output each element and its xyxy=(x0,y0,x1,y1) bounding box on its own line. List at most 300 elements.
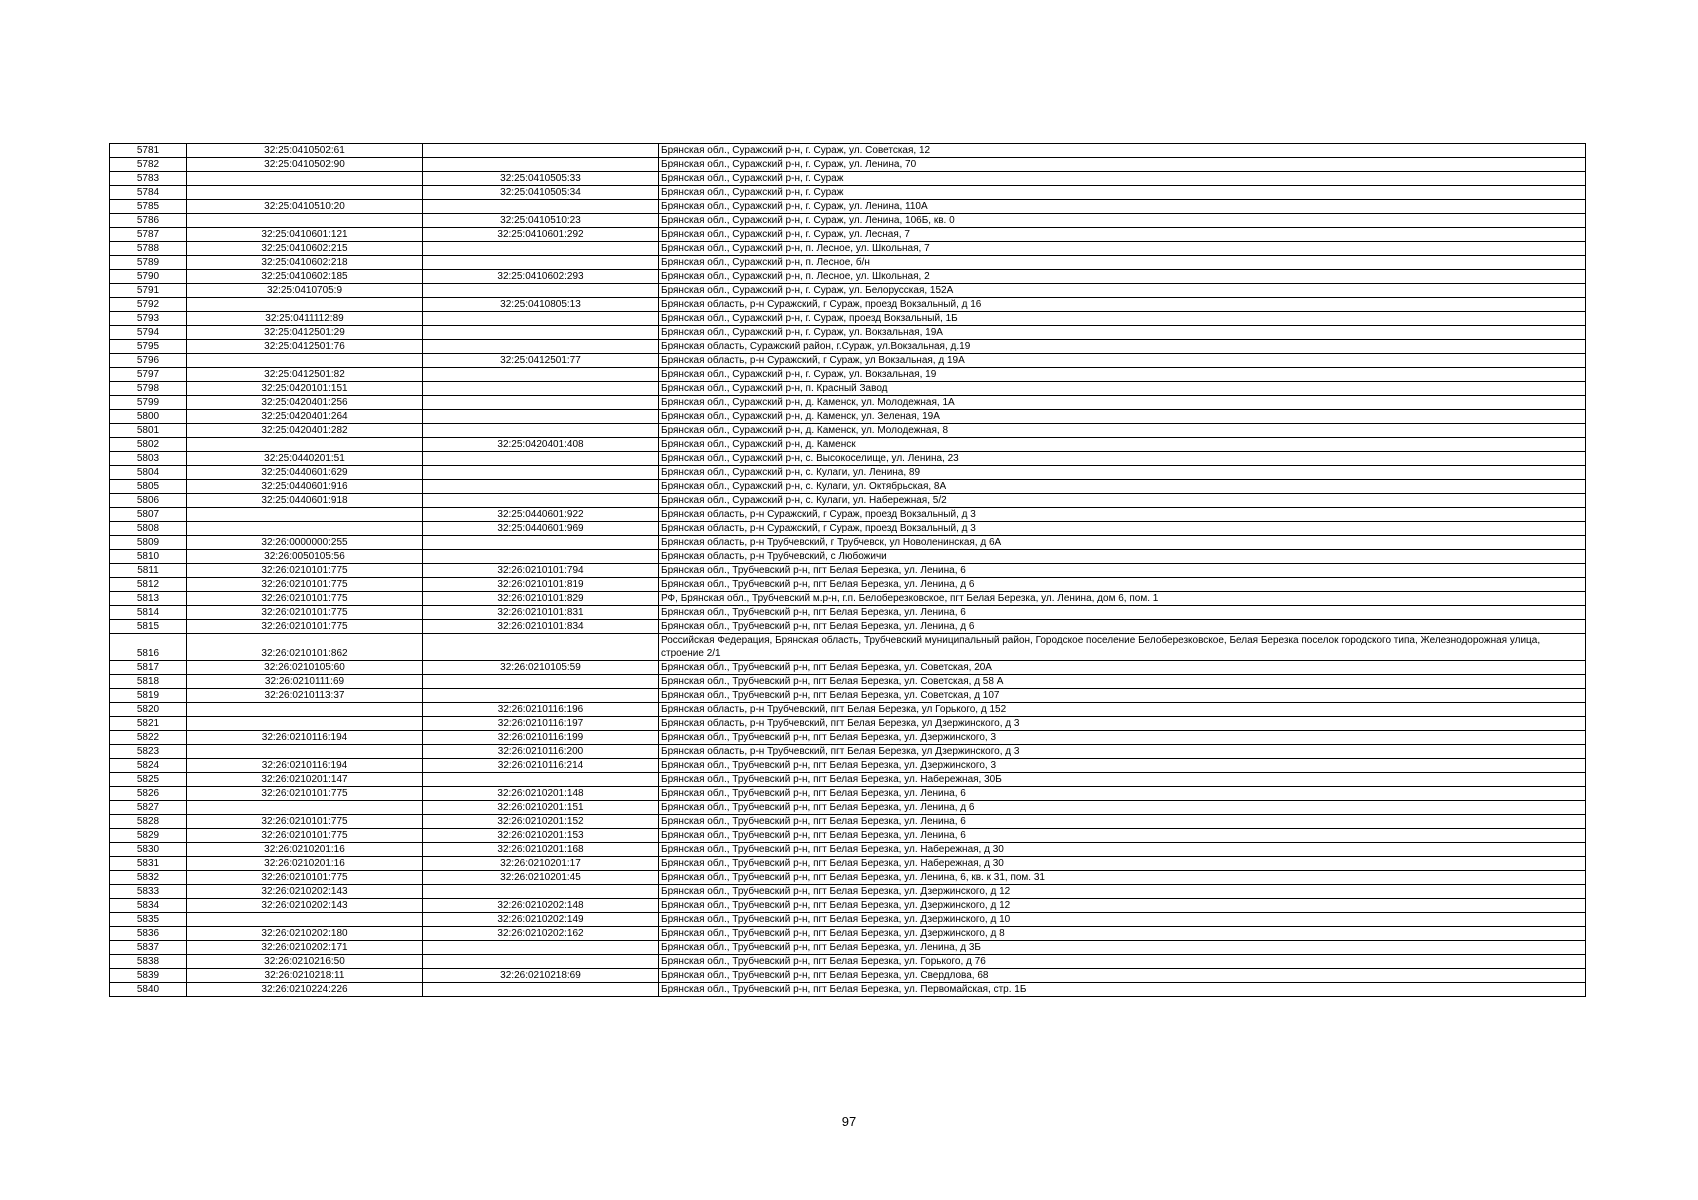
cadastral-number-2-cell: 32:25:0440601:922 xyxy=(423,508,659,522)
row-number-cell: 5786 xyxy=(110,214,187,228)
table-row xyxy=(110,354,1586,368)
address-cell: Брянская область, р-н Трубчевский, пгт Белая Березка, ул Горького, д 152 xyxy=(659,703,1586,717)
registry-table xyxy=(109,143,1586,997)
table-row xyxy=(110,270,1586,284)
address-cell: Брянская обл., Суражский р-н, г. Сураж, проезд Вокзальный, 1Б xyxy=(659,312,1586,326)
row-number-cell: 5827 xyxy=(110,801,187,815)
cadastral-number-1-cell: 32:26:0210105:60 xyxy=(187,661,423,675)
cadastral-number-1-cell: 32:26:0210101:775 xyxy=(187,606,423,620)
row-number-cell: 5788 xyxy=(110,242,187,256)
row-number-cell: 5837 xyxy=(110,941,187,955)
cadastral-number-1-cell: 32:26:0210216:50 xyxy=(187,955,423,969)
cadastral-number-2-cell xyxy=(423,494,659,508)
cadastral-number-1-cell: 32:26:0210101:775 xyxy=(187,564,423,578)
address-cell: Брянская обл., Суражский р-н, д. Каменск, ул. Молодежная, 8 xyxy=(659,424,1586,438)
table-row xyxy=(110,885,1586,899)
cadastral-number-1-cell xyxy=(187,913,423,927)
address-cell: Брянская обл., Трубчевский р-н, пгт Белая Березка, ул. Набережная, д 30 xyxy=(659,857,1586,871)
cadastral-number-1-cell: 32:25:0410601:121 xyxy=(187,228,423,242)
address-cell: Брянская обл., Трубчевский р-н, пгт Белая Березка, ул. Советская, д 107 xyxy=(659,689,1586,703)
cadastral-number-1-cell: 32:25:0440601:916 xyxy=(187,480,423,494)
cadastral-number-1-cell: 32:26:0210224:226 xyxy=(187,983,423,997)
table-row xyxy=(110,759,1586,773)
row-number-cell: 5829 xyxy=(110,829,187,843)
address-cell: Брянская область, р-н Трубчевский, г Трубчевск, ул Новоленинская, д 6А xyxy=(659,536,1586,550)
table-row xyxy=(110,857,1586,871)
row-number-cell: 5799 xyxy=(110,396,187,410)
table-row xyxy=(110,508,1586,522)
table-row xyxy=(110,424,1586,438)
cadastral-number-1-cell: 32:26:0210113:37 xyxy=(187,689,423,703)
row-number-cell: 5833 xyxy=(110,885,187,899)
address-cell: Брянская обл., Суражский р-н, г. Сураж xyxy=(659,172,1586,186)
cadastral-number-1-cell xyxy=(187,703,423,717)
cadastral-number-2-cell: 32:25:0410505:34 xyxy=(423,186,659,200)
row-number-cell: 5784 xyxy=(110,186,187,200)
row-number-cell: 5836 xyxy=(110,927,187,941)
cadastral-number-1-cell: 32:25:0411112:89 xyxy=(187,312,423,326)
cadastral-number-1-cell: 32:26:0210101:862 xyxy=(187,634,423,661)
address-cell: Брянская область, Суражский район, г.Сураж, ул.Вокзальная, д.19 xyxy=(659,340,1586,354)
row-number-cell: 5834 xyxy=(110,899,187,913)
cadastral-number-2-cell xyxy=(423,158,659,172)
cadastral-number-2-cell xyxy=(423,284,659,298)
table-row xyxy=(110,941,1586,955)
cadastral-number-1-cell: 32:25:0440601:918 xyxy=(187,494,423,508)
table-row xyxy=(110,899,1586,913)
row-number-cell: 5813 xyxy=(110,592,187,606)
address-cell: Брянская обл., Суражский р-н, д. Каменск xyxy=(659,438,1586,452)
table-row xyxy=(110,731,1586,745)
cadastral-number-2-cell: 32:25:0410510:23 xyxy=(423,214,659,228)
cadastral-number-1-cell: 32:26:0210201:147 xyxy=(187,773,423,787)
row-number-cell: 5782 xyxy=(110,158,187,172)
cadastral-number-2-cell xyxy=(423,689,659,703)
row-number-cell: 5814 xyxy=(110,606,187,620)
cadastral-number-2-cell xyxy=(423,396,659,410)
table-row xyxy=(110,214,1586,228)
address-cell: Брянская обл., Суражский р-н, п. Лесное, б/н xyxy=(659,256,1586,270)
cadastral-number-2-cell xyxy=(423,480,659,494)
row-number-cell: 5821 xyxy=(110,717,187,731)
cadastral-number-2-cell: 32:26:0210116:197 xyxy=(423,717,659,731)
cadastral-number-2-cell: 32:26:0210101:794 xyxy=(423,564,659,578)
cadastral-number-1-cell: 32:26:0210116:194 xyxy=(187,731,423,745)
table-row xyxy=(110,787,1586,801)
cadastral-number-2-cell xyxy=(423,382,659,396)
cadastral-number-1-cell xyxy=(187,717,423,731)
table-row xyxy=(110,368,1586,382)
cadastral-number-2-cell xyxy=(423,983,659,997)
row-number-cell: 5811 xyxy=(110,564,187,578)
cadastral-number-1-cell: 32:25:0440601:629 xyxy=(187,466,423,480)
cadastral-number-2-cell xyxy=(423,941,659,955)
address-cell: Брянская обл., Суражский р-н, п. Лесное, ул. Школьная, 2 xyxy=(659,270,1586,284)
cadastral-number-2-cell xyxy=(423,424,659,438)
table-row xyxy=(110,256,1586,270)
cadastral-number-1-cell: 32:25:0420401:264 xyxy=(187,410,423,424)
cadastral-number-1-cell: 32:26:0210202:143 xyxy=(187,885,423,899)
cadastral-number-2-cell xyxy=(423,200,659,214)
row-number-cell: 5807 xyxy=(110,508,187,522)
table-row xyxy=(110,578,1586,592)
row-number-cell: 5802 xyxy=(110,438,187,452)
table-row xyxy=(110,326,1586,340)
address-cell: Брянская область, р-н Трубчевский, пгт Белая Березка, ул Дзержинского, д 3 xyxy=(659,745,1586,759)
row-number-cell: 5825 xyxy=(110,773,187,787)
row-number-cell: 5796 xyxy=(110,354,187,368)
address-cell: Брянская область, р-н Трубчевский, пгт Белая Березка, ул Дзержинского, д 3 xyxy=(659,717,1586,731)
address-cell: Брянская обл., Суражский р-н, г. Сураж, ул. Белорусская, 152А xyxy=(659,284,1586,298)
cadastral-number-2-cell: 32:26:0210101:834 xyxy=(423,620,659,634)
address-cell: Брянская обл., Суражский р-н, г. Сураж, ул. Ленина, 106Б, кв. 0 xyxy=(659,214,1586,228)
cadastral-number-1-cell: 32:26:0210101:775 xyxy=(187,829,423,843)
cadastral-number-1-cell: 32:26:0210101:775 xyxy=(187,871,423,885)
cadastral-number-1-cell: 32:25:0410602:215 xyxy=(187,242,423,256)
row-number-cell: 5839 xyxy=(110,969,187,983)
cadastral-number-2-cell: 32:26:0210201:17 xyxy=(423,857,659,871)
cadastral-number-1-cell xyxy=(187,522,423,536)
address-cell: Брянская область, р-н Суражский, г Сураж, проезд Вокзальный, д 16 xyxy=(659,298,1586,312)
row-number-cell: 5815 xyxy=(110,620,187,634)
cadastral-number-2-cell: 32:26:0210201:148 xyxy=(423,787,659,801)
address-cell: Брянская обл., Трубчевский р-н, пгт Белая Березка, ул. Ленина, 6, кв. к 31, пом. 31 xyxy=(659,871,1586,885)
cadastral-number-1-cell xyxy=(187,172,423,186)
table-row xyxy=(110,382,1586,396)
table-row xyxy=(110,466,1586,480)
cadastral-number-2-cell: 32:26:0210201:45 xyxy=(423,871,659,885)
cadastral-number-2-cell xyxy=(423,326,659,340)
cadastral-number-1-cell: 32:25:0440201:51 xyxy=(187,452,423,466)
cadastral-number-1-cell: 32:25:0420401:282 xyxy=(187,424,423,438)
cadastral-number-1-cell xyxy=(187,354,423,368)
table-row xyxy=(110,410,1586,424)
row-number-cell: 5819 xyxy=(110,689,187,703)
address-cell: Брянская обл., Трубчевский р-н, пгт Белая Березка, ул. Советская, д 58 А xyxy=(659,675,1586,689)
address-cell: Брянская обл., Трубчевский р-н, пгт Белая Березка, ул. Ленина, 6 xyxy=(659,606,1586,620)
cadastral-number-2-cell xyxy=(423,466,659,480)
row-number-cell: 5806 xyxy=(110,494,187,508)
address-cell: Брянская обл., Суражский р-н, г. Сураж xyxy=(659,186,1586,200)
cadastral-number-2-cell: 32:26:0210202:148 xyxy=(423,899,659,913)
cadastral-number-2-cell xyxy=(423,340,659,354)
cadastral-number-1-cell: 32:25:0412501:82 xyxy=(187,368,423,382)
address-cell: Брянская обл., Суражский р-н, с. Кулаги, ул. Октябрьская, 8А xyxy=(659,480,1586,494)
address-cell: Брянская обл., Суражский р-н, д. Каменск, ул. Молодежная, 1А xyxy=(659,396,1586,410)
cadastral-number-1-cell xyxy=(187,438,423,452)
cadastral-number-1-cell: 32:25:0410502:90 xyxy=(187,158,423,172)
row-number-cell: 5810 xyxy=(110,550,187,564)
table-row xyxy=(110,480,1586,494)
row-number-cell: 5798 xyxy=(110,382,187,396)
cadastral-number-2-cell xyxy=(423,955,659,969)
address-cell: Брянская обл., Суражский р-н, г. Сураж, ул. Вокзальная, 19А xyxy=(659,326,1586,340)
table-row xyxy=(110,717,1586,731)
cadastral-number-2-cell xyxy=(423,242,659,256)
cadastral-number-2-cell: 32:25:0410805:13 xyxy=(423,298,659,312)
cadastral-number-2-cell: 32:26:0210101:831 xyxy=(423,606,659,620)
address-cell: Брянская обл., Трубчевский р-н, пгт Белая Березка, ул. Набережная, д 30 xyxy=(659,843,1586,857)
table-row xyxy=(110,312,1586,326)
cadastral-number-1-cell: 32:25:0410502:61 xyxy=(187,144,423,158)
cadastral-number-2-cell xyxy=(423,550,659,564)
row-number-cell: 5808 xyxy=(110,522,187,536)
address-cell: Брянская обл., Суражский р-н, п. Лесное, ул. Школьная, 7 xyxy=(659,242,1586,256)
address-cell: Брянская обл., Трубчевский р-н, пгт Белая Березка, ул. Ленина, д 6 xyxy=(659,801,1586,815)
row-number-cell: 5835 xyxy=(110,913,187,927)
table-row xyxy=(110,144,1586,158)
cadastral-number-1-cell xyxy=(187,186,423,200)
row-number-cell: 5823 xyxy=(110,745,187,759)
address-cell: Брянская обл., Суражский р-н, г. Сураж, ул. Ленина, 70 xyxy=(659,158,1586,172)
address-cell: Брянская обл., Суражский р-н, г. Сураж, ул. Вокзальная, 19 xyxy=(659,368,1586,382)
table-row xyxy=(110,634,1586,661)
cadastral-number-2-cell: 32:25:0410601:292 xyxy=(423,228,659,242)
cadastral-number-1-cell: 32:26:0210116:194 xyxy=(187,759,423,773)
cadastral-number-1-cell: 32:25:0412501:76 xyxy=(187,340,423,354)
cadastral-number-2-cell xyxy=(423,452,659,466)
address-cell: Брянская обл., Суражский р-н, г. Сураж, ул. Советская, 12 xyxy=(659,144,1586,158)
row-number-cell: 5817 xyxy=(110,661,187,675)
row-number-cell: 5787 xyxy=(110,228,187,242)
row-number-cell: 5801 xyxy=(110,424,187,438)
row-number-cell: 5803 xyxy=(110,452,187,466)
table-row xyxy=(110,298,1586,312)
table-row xyxy=(110,927,1586,941)
row-number-cell: 5783 xyxy=(110,172,187,186)
table-row xyxy=(110,228,1586,242)
cadastral-number-2-cell: 32:26:0210101:819 xyxy=(423,578,659,592)
row-number-cell: 5818 xyxy=(110,675,187,689)
cadastral-number-2-cell: 32:25:0420401:408 xyxy=(423,438,659,452)
cadastral-number-1-cell xyxy=(187,508,423,522)
address-cell: Брянская обл., Трубчевский р-н, пгт Белая Березка, ул. Дзержинского, 3 xyxy=(659,759,1586,773)
address-cell: Брянская обл., Трубчевский р-н, пгт Белая Березка, ул. Дзержинского, д 8 xyxy=(659,927,1586,941)
address-cell: Брянская обл., Трубчевский р-н, пгт Белая Березка, ул. Первомайская, стр. 1Б xyxy=(659,983,1586,997)
row-number-cell: 5838 xyxy=(110,955,187,969)
table-row xyxy=(110,172,1586,186)
cadastral-number-2-cell: 32:26:0210105:59 xyxy=(423,661,659,675)
table-row xyxy=(110,242,1586,256)
address-cell: Брянская обл., Суражский р-н, д. Каменск, ул. Зеленая, 19А xyxy=(659,410,1586,424)
cadastral-number-2-cell xyxy=(423,675,659,689)
address-cell: Брянская обл., Трубчевский р-н, пгт Белая Березка, ул. Дзержинского, д 12 xyxy=(659,899,1586,913)
cadastral-number-1-cell: 32:26:0210101:775 xyxy=(187,787,423,801)
row-number-cell: 5832 xyxy=(110,871,187,885)
table-row xyxy=(110,745,1586,759)
address-cell: Брянская обл., Суражский р-н, г. Сураж, ул. Лесная, 7 xyxy=(659,228,1586,242)
table-row xyxy=(110,829,1586,843)
address-cell: Брянская обл., Трубчевский р-н, пгт Белая Березка, ул. Горького, д 76 xyxy=(659,955,1586,969)
address-cell: Брянская обл., Трубчевский р-н, пгт Белая Березка, ул. Ленина, 6 xyxy=(659,787,1586,801)
row-number-cell: 5792 xyxy=(110,298,187,312)
cadastral-number-1-cell: 32:26:0210202:143 xyxy=(187,899,423,913)
cadastral-number-1-cell: 32:25:0420401:256 xyxy=(187,396,423,410)
cadastral-number-1-cell: 32:25:0410705:9 xyxy=(187,284,423,298)
address-cell: Брянская область, р-н Суражский, г Сураж, ул Вокзальная, д 19А xyxy=(659,354,1586,368)
cadastral-number-1-cell: 32:25:0412501:29 xyxy=(187,326,423,340)
cadastral-number-1-cell xyxy=(187,214,423,228)
row-number-cell: 5820 xyxy=(110,703,187,717)
address-cell: Брянская обл., Трубчевский р-н, пгт Белая Березка, ул. Дзержинского, 3 xyxy=(659,731,1586,745)
cadastral-number-2-cell xyxy=(423,144,659,158)
table-row xyxy=(110,801,1586,815)
cadastral-number-2-cell: 32:25:0410602:293 xyxy=(423,270,659,284)
row-number-cell: 5794 xyxy=(110,326,187,340)
address-cell: Брянская обл., Суражский р-н, п. Красный Завод xyxy=(659,382,1586,396)
cadastral-number-1-cell: 32:26:0210101:775 xyxy=(187,578,423,592)
cadastral-number-1-cell xyxy=(187,298,423,312)
cadastral-number-2-cell xyxy=(423,410,659,424)
cadastral-number-2-cell: 32:26:0210116:196 xyxy=(423,703,659,717)
address-cell: Брянская обл., Трубчевский р-н, пгт Белая Березка, ул. Ленина, 6 xyxy=(659,564,1586,578)
row-number-cell: 5840 xyxy=(110,983,187,997)
row-number-cell: 5797 xyxy=(110,368,187,382)
cadastral-number-1-cell xyxy=(187,745,423,759)
address-cell: Брянская область, р-н Суражский, г Сураж, проезд Вокзальный, д 3 xyxy=(659,508,1586,522)
row-number-cell: 5828 xyxy=(110,815,187,829)
table-row xyxy=(110,396,1586,410)
row-number-cell: 5809 xyxy=(110,536,187,550)
row-number-cell: 5781 xyxy=(110,144,187,158)
cadastral-number-2-cell: 32:26:0210101:829 xyxy=(423,592,659,606)
page-number: 97 xyxy=(841,1114,857,1129)
table-row xyxy=(110,815,1586,829)
table-row xyxy=(110,592,1586,606)
address-cell: Брянская обл., Суражский р-н, с. Высокоселище, ул. Ленина, 23 xyxy=(659,452,1586,466)
row-number-cell: 5831 xyxy=(110,857,187,871)
table-row xyxy=(110,871,1586,885)
table-row xyxy=(110,186,1586,200)
cadastral-number-1-cell: 32:25:0410602:218 xyxy=(187,256,423,270)
row-number-cell: 5793 xyxy=(110,312,187,326)
table-row xyxy=(110,983,1586,997)
row-number-cell: 5790 xyxy=(110,270,187,284)
address-cell: Брянская обл., Трубчевский р-н, пгт Белая Березка, ул. Набережная, 30Б xyxy=(659,773,1586,787)
row-number-cell: 5800 xyxy=(110,410,187,424)
table-row xyxy=(110,536,1586,550)
table-row xyxy=(110,438,1586,452)
table-row xyxy=(110,661,1586,675)
table-row xyxy=(110,550,1586,564)
cadastral-number-1-cell: 32:25:0410510:20 xyxy=(187,200,423,214)
table-row xyxy=(110,913,1586,927)
address-cell: Брянская обл., Трубчевский р-н, пгт Белая Березка, ул. Свердлова, 68 xyxy=(659,969,1586,983)
table-row xyxy=(110,564,1586,578)
table-row xyxy=(110,955,1586,969)
cadastral-number-2-cell xyxy=(423,256,659,270)
table-row xyxy=(110,689,1586,703)
table-row xyxy=(110,284,1586,298)
cadastral-number-1-cell: 32:26:0210101:775 xyxy=(187,592,423,606)
row-number-cell: 5822 xyxy=(110,731,187,745)
row-number-cell: 5816 xyxy=(110,634,187,661)
cadastral-number-1-cell: 32:26:0210201:16 xyxy=(187,843,423,857)
address-cell: Брянская обл., Трубчевский р-н, пгт Белая Березка, ул. Ленина, 6 xyxy=(659,829,1586,843)
address-cell: Брянская обл., Трубчевский р-н, пгт Белая Березка, ул. Ленина, д 6 xyxy=(659,578,1586,592)
cadastral-number-2-cell: 32:26:0210202:162 xyxy=(423,927,659,941)
table-row xyxy=(110,522,1586,536)
row-number-cell: 5804 xyxy=(110,466,187,480)
cadastral-number-2-cell: 32:26:0210116:214 xyxy=(423,759,659,773)
table-row xyxy=(110,675,1586,689)
cadastral-number-1-cell: 32:26:0210202:180 xyxy=(187,927,423,941)
address-cell: Брянская обл., Трубчевский р-н, пгт Белая Березка, ул. Дзержинского, д 12 xyxy=(659,885,1586,899)
cadastral-number-2-cell: 32:26:0210116:199 xyxy=(423,731,659,745)
cadastral-number-2-cell: 32:25:0410505:33 xyxy=(423,172,659,186)
address-cell: Российская Федерация, Брянская область, Трубчевский муниципальный район, Городское поселение Белоберезковское, Белая Березка поселок городского типа, Железнодорожная улица, строение 2/1 xyxy=(659,634,1586,661)
address-cell: Брянская обл., Суражский р-н, г. Сураж, ул. Ленина, 110А xyxy=(659,200,1586,214)
row-number-cell: 5785 xyxy=(110,200,187,214)
row-number-cell: 5789 xyxy=(110,256,187,270)
cadastral-number-1-cell: 32:26:0210201:16 xyxy=(187,857,423,871)
cadastral-number-2-cell xyxy=(423,368,659,382)
table-row xyxy=(110,452,1586,466)
table-row xyxy=(110,773,1586,787)
cadastral-number-2-cell: 32:25:0412501:77 xyxy=(423,354,659,368)
cadastral-number-2-cell xyxy=(423,773,659,787)
cadastral-number-2-cell xyxy=(423,312,659,326)
table-row xyxy=(110,606,1586,620)
cadastral-number-2-cell: 32:26:0210201:168 xyxy=(423,843,659,857)
cadastral-number-2-cell: 32:26:0210201:153 xyxy=(423,829,659,843)
address-cell: Брянская область, р-н Трубчевский, с Любожичи xyxy=(659,550,1586,564)
cadastral-number-2-cell: 32:25:0440601:969 xyxy=(423,522,659,536)
cadastral-number-1-cell: 32:26:0210101:775 xyxy=(187,815,423,829)
address-cell: Брянская обл., Трубчевский р-н, пгт Белая Березка, ул. Советская, 20А xyxy=(659,661,1586,675)
cadastral-number-2-cell: 32:26:0210116:200 xyxy=(423,745,659,759)
table-row xyxy=(110,703,1586,717)
cadastral-number-1-cell: 32:26:0210202:171 xyxy=(187,941,423,955)
registry-body xyxy=(110,144,1586,997)
cadastral-number-2-cell: 32:26:0210201:151 xyxy=(423,801,659,815)
cadastral-number-1-cell: 32:26:0210101:775 xyxy=(187,620,423,634)
address-cell: Брянская обл., Трубчевский р-н, пгт Белая Березка, ул. Ленина, д 6 xyxy=(659,620,1586,634)
cadastral-number-1-cell: 32:26:0050105:56 xyxy=(187,550,423,564)
table-row xyxy=(110,494,1586,508)
cadastral-number-1-cell: 32:26:0000000:255 xyxy=(187,536,423,550)
row-number-cell: 5824 xyxy=(110,759,187,773)
table-row xyxy=(110,340,1586,354)
table-row xyxy=(110,969,1586,983)
address-cell: Брянская обл., Трубчевский р-н, пгт Белая Березка, ул. Дзержинского, д 10 xyxy=(659,913,1586,927)
row-number-cell: 5826 xyxy=(110,787,187,801)
address-cell: Брянская обл., Трубчевский р-н, пгт Белая Березка, ул. Ленина, 6 xyxy=(659,815,1586,829)
cadastral-number-2-cell: 32:26:0210202:149 xyxy=(423,913,659,927)
address-cell: Брянская обл., Суражский р-н, с. Кулаги, ул. Набережная, 5/2 xyxy=(659,494,1586,508)
table-row xyxy=(110,158,1586,172)
row-number-cell: 5830 xyxy=(110,843,187,857)
row-number-cell: 5812 xyxy=(110,578,187,592)
address-cell: Брянская обл., Трубчевский р-н, пгт Белая Березка, ул. Ленина, д 3Б xyxy=(659,941,1586,955)
cadastral-number-1-cell: 32:26:0210218:11 xyxy=(187,969,423,983)
table-row xyxy=(110,200,1586,214)
address-cell: Брянская обл., Суражский р-н, с. Кулаги, ул. Ленина, 89 xyxy=(659,466,1586,480)
cadastral-number-2-cell: 32:26:0210218:69 xyxy=(423,969,659,983)
row-number-cell: 5795 xyxy=(110,340,187,354)
cadastral-number-1-cell: 32:25:0420101:151 xyxy=(187,382,423,396)
row-number-cell: 5805 xyxy=(110,480,187,494)
cadastral-number-2-cell: 32:26:0210201:152 xyxy=(423,815,659,829)
cadastral-number-2-cell xyxy=(423,536,659,550)
table-row xyxy=(110,620,1586,634)
cadastral-number-1-cell: 32:26:0210111:69 xyxy=(187,675,423,689)
cadastral-number-2-cell xyxy=(423,634,659,661)
row-number-cell: 5791 xyxy=(110,284,187,298)
cadastral-number-1-cell xyxy=(187,801,423,815)
cadastral-number-2-cell xyxy=(423,885,659,899)
cadastral-number-1-cell: 32:25:0410602:185 xyxy=(187,270,423,284)
